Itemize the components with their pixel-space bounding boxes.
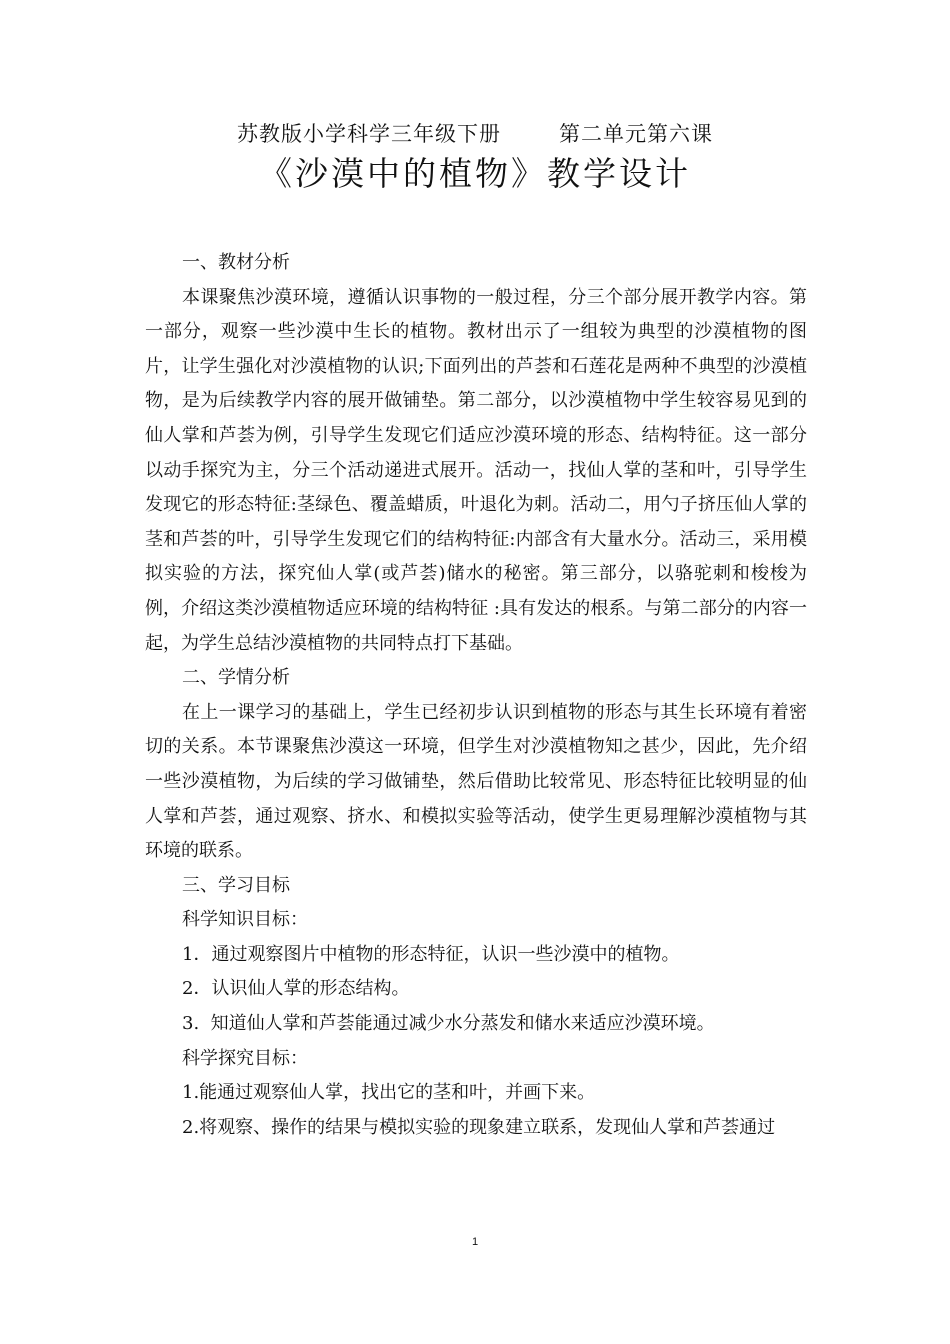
subheading-knowledge-goals: 科学知识目标： bbox=[182, 909, 308, 931]
inquiry-goal-item: 2.将观察、操作的结果与模拟实验的现象建立联系，发现仙人掌和芦荟通过 bbox=[182, 1116, 776, 1138]
textbook-series: 苏教版小学科学三年级下册 bbox=[237, 122, 501, 146]
section-heading-students: 二、学情分析 bbox=[182, 667, 290, 689]
document-body bbox=[145, 246, 807, 1145]
knowledge-goal-item: 1．通过观察图片中植物的形态特征，认识一些沙漠中的植物。 bbox=[182, 943, 680, 965]
section-heading-materials: 一、教材分析 bbox=[182, 252, 290, 273]
document-header bbox=[0, 118, 950, 148]
inquiry-goal-item: 1.能通过观察仙人掌，找出它的茎和叶，并画下来。 bbox=[182, 1082, 596, 1104]
subheading-inquiry-goals: 科学探究目标： bbox=[182, 1047, 308, 1069]
paragraph-students: 在上一课学习的基础上，学生已经初步认识到植物的形态与其生长环境有着密切的关系。本节课聚焦沙漠这一环境，但学生对沙漠植物知之甚少，因此，先介绍一些沙漠植物，为后续的学习做铺垫，然后借助比较常见、形态特征比较明显的仙人掌和芦荟，通过观察、挤水、和模拟实验等活动，使学生更易理解沙漠植物与其环境的联系。 bbox=[145, 701, 807, 862]
knowledge-goal-item: 2．认识仙人掌的形态结构。 bbox=[182, 978, 410, 1000]
document-title: 《沙漠中的植物》教学设计 bbox=[259, 154, 691, 193]
knowledge-goal-item: 3. 知道仙人掌和芦荟能通过减少水分蒸发和储水来适应沙漠环境。 bbox=[182, 1013, 715, 1035]
page-number: 1 bbox=[471, 1236, 479, 1248]
section-heading-objectives: 三、学习目标 bbox=[182, 874, 290, 896]
unit-lesson: 第二单元第六课 bbox=[559, 122, 713, 146]
paragraph-materials: 本课聚焦沙漠环境，遵循认识事物的一般过程，分三个部分展开教学内容。第一部分，观察一些沙漠中生长的植物。教材出示了一组较为典型的沙漠植物的图片，让学生强化对沙漠植物的认识;下面列出的芦荟和石莲花是两种不典型的沙漠植物，是为后续教学内容的展开做铺垫。第二部分，以沙漠植物中学生较容易见到的仙人掌和芦荟为例，引导学生发现它们适应沙漠环境的形态、结构特征。这一部分以动手探究为主，分三个活动递进式展开。活动一，找仙人掌的茎和叶，引导学生发现它的形态特征:茎绿色、覆盖蜡质，叶退化为刺。活动二，用勺子挤压仙人掌的茎和芦荟的叶，引导学生发现它们的结构特征:内部含有大量水分。活动三，采用模拟实验的方法，探究仙人掌(或芦荟)储水的秘密。第三部分，以骆驼刺和梭梭为例，介绍这类沙漠植物适应环境的结构特征 :具有发达的根系。与第二部分的内容一起，为学生总结沙漠植物的共同特点打下基础。 bbox=[145, 286, 807, 654]
